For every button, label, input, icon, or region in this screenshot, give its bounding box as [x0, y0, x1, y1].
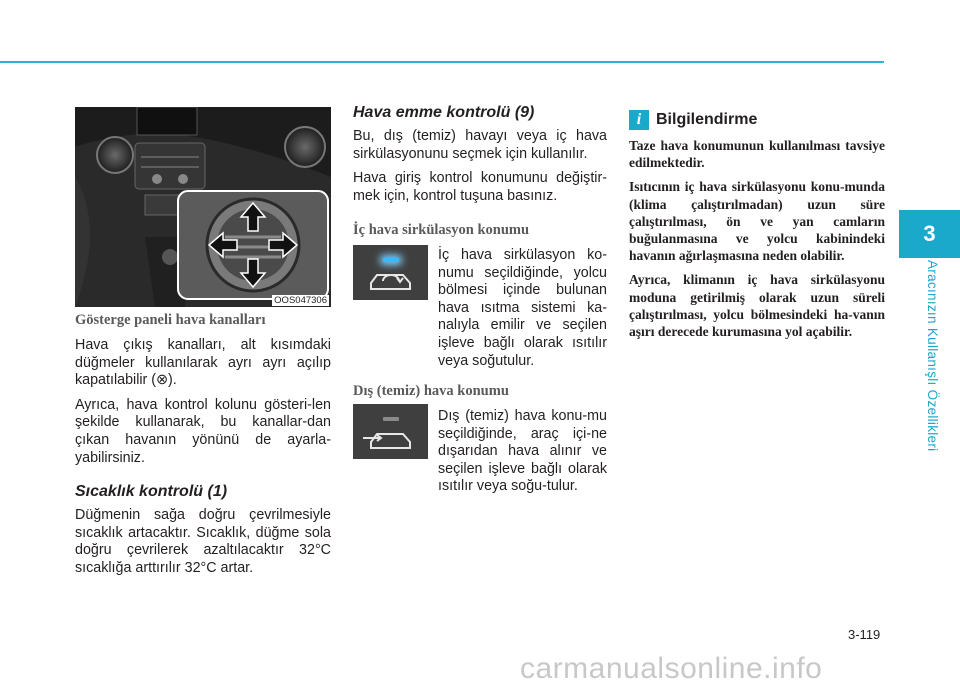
dashboard-vents-para-1: Hava çıkış kanalları, alt kısımdaki düğmeler kullanılarak ayrı ayrı açılıp kapatılabilir (⊗). — [75, 337, 331, 389]
info-para-2: Isıtıcının iç hava sirkülasyonu konu-munda (klima çalıştırılmadan) uzun süre çalıştırılması, ön ve yan camların buğulanmasına ve yolcu kabinindeki havanın ağırlaşmasına neden olabilir. — [629, 179, 885, 264]
recirculation-para: İç hava sirkülasyon ko-numu seçildiğinde, yolcu bölmesi içinde bulunan hava ısıtma sistemi ka-nalıyla emilir ve seçilen işleve bağlı olarak ısıtılır veya soğutulur. — [438, 247, 607, 369]
temperature-control-para: Düğmenin sağa doğru çevrilmesiyle sıcaklık artacaktır. Sıcaklık, düğme sola doğru çevrilerek azaltılacaktır 32°C sıcaklığa arttırılır 32°C artar. — [75, 507, 331, 576]
dashboard-vents-heading: Gösterge paneli hava kanalları — [75, 312, 266, 328]
chapter-number-tab: 3 — [899, 210, 960, 258]
fresh-air-heading: Dış (temiz) hava konumu — [353, 383, 509, 399]
info-title: Bilgilendirme — [656, 111, 758, 128]
column-3 — [629, 110, 885, 347]
dashboard-vents-para-2: Ayrıca, hava kontrol kolunu gösteri-len şekilde kullanarak, bu kanallar-dan çıkan havanın yönünü de ayarla-yabilirsiniz. — [75, 396, 331, 466]
recirculation-heading: İç hava sirkülasyon konumu — [353, 222, 530, 238]
air-intake-para-2: Hava giriş kontrol konumunu değiştir-mek için, kontrol tuşuna basınız. — [353, 170, 607, 204]
info-para-1: Taze hava konumunun kullanılması tavsiye edilmektedir. — [629, 138, 885, 171]
image-code: OOS047306 — [274, 295, 327, 306]
dashboard-illustration — [75, 107, 331, 307]
recirculation-button-image — [353, 245, 428, 300]
fresh-air-button-image — [353, 404, 428, 459]
fresh-air-para: Dış (temiz) hava konu-mu seçildiğinde, araç içi-ne dışarıdan hava alınır ve seçilen işleve bağlı olarak ısıtılır veya soğu-tulur. — [438, 408, 607, 495]
page-number: 3-119 — [848, 627, 881, 642]
dashboard-air-vent-photo — [75, 107, 331, 307]
recirculation-icon — [353, 245, 428, 300]
info-icon: i — [629, 110, 649, 130]
indicator-lamp-on — [383, 258, 399, 262]
indicator-lamp-off — [383, 417, 399, 421]
column-2 — [353, 104, 607, 212]
chapter-title: Aracınızın Kullanışlı Özellikleri — [925, 260, 940, 452]
watermark: carmanualsonline.info — [520, 652, 823, 685]
air-intake-heading: Hava emme kontrolü (9) — [353, 104, 535, 121]
info-para-3: Ayrıca, klimanın iç hava sirkülasyonu moduna getirilmiş olarak uzun süreli çalıştırılması, yolcu bölmesindeki ha-vanın aşırı derecede kurumasına yol açabilir. — [629, 272, 885, 340]
header-rule — [0, 61, 884, 63]
temperature-control-heading: Sıcaklık kontrolü (1) — [75, 483, 228, 501]
fresh-air-icon — [353, 404, 428, 459]
air-intake-para-1: Bu, dış (temiz) havayı veya iç hava sirkülasyonunu seçmek için kullanılır. — [353, 128, 607, 162]
column-1 — [75, 312, 331, 585]
info-box-header — [629, 110, 885, 130]
